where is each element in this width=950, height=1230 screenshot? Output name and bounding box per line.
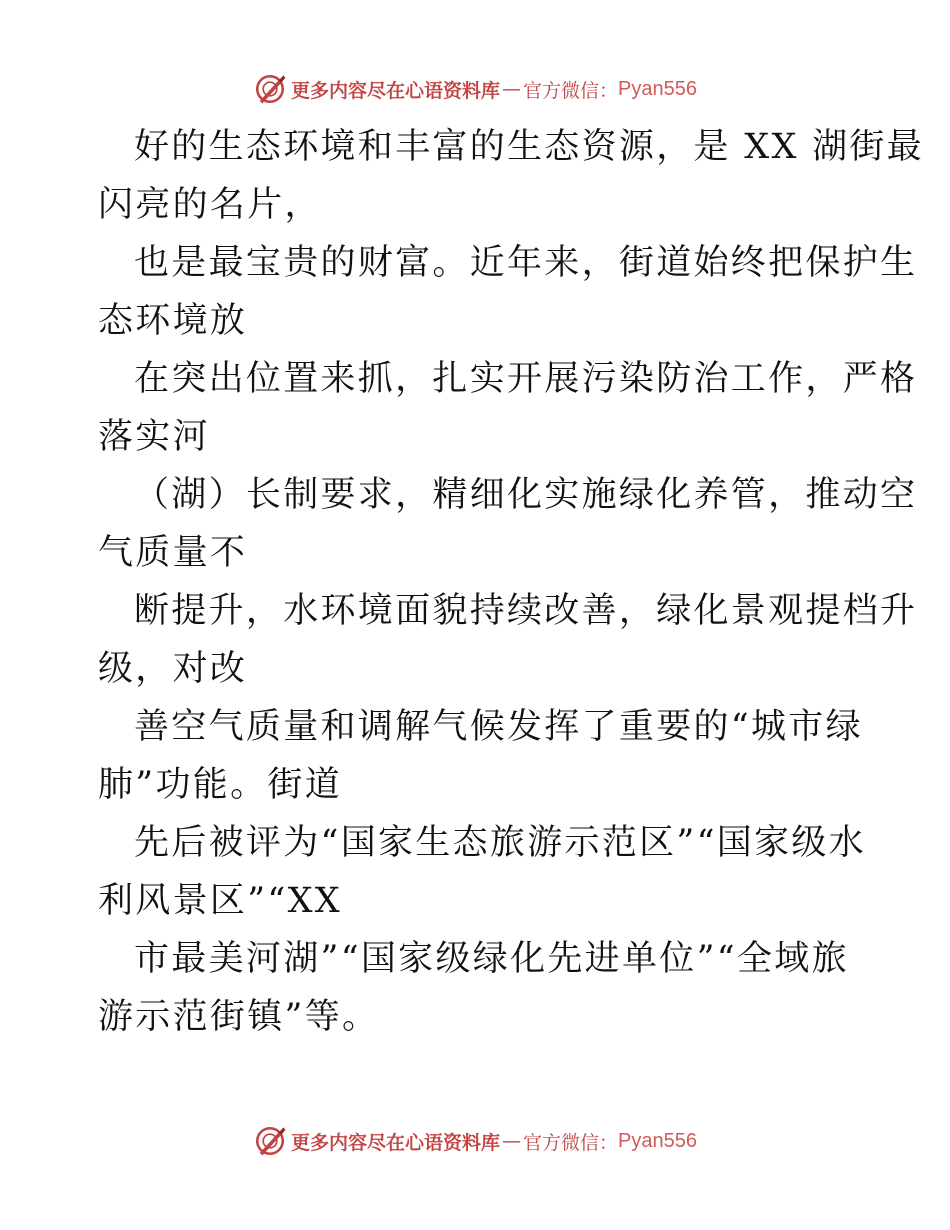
header-watermark (0, 72, 950, 106)
watermark-separator: — (502, 78, 522, 100)
paragraph-line: 断提升，水环境面貌持续改善，绿化景观提档升 (134, 591, 918, 631)
paragraph-line: 在突出位置来抓，扎实开展污染防治工作，严格 (134, 359, 918, 399)
paragraph-line: 态环境放 (98, 301, 248, 341)
paragraph (98, 350, 918, 466)
paragraph-line: 好的生态环境和丰富的生态资源，是 XX 湖街最 (134, 127, 924, 167)
paragraph (98, 466, 918, 582)
paragraph-line: 落实河 (98, 417, 210, 457)
footer-watermark (0, 1124, 950, 1158)
paragraph-line: 利风景区”“XX (98, 881, 343, 921)
watermark-label: 官方微信： (523, 1131, 619, 1154)
paragraph-line: 市最美河湖”“国家级绿化先进单位”“全域旅 (134, 939, 849, 979)
paragraph (98, 582, 918, 698)
paragraph-line: 先后被评为“国家生态旅游示范区”“国家级水 (134, 823, 866, 863)
paragraph-line: 闪亮的名片， (98, 185, 322, 225)
paragraph-line: 肺”功能。街道 (98, 765, 342, 805)
paragraph-line: 游示范街镇”等。 (98, 997, 380, 1037)
watermark-brand: 更多内容尽在心语资料库 (291, 79, 501, 102)
watermark-brand: 更多内容尽在心语资料库 (291, 1131, 501, 1154)
paragraph-line: （湖）长制要求，精细化实施绿化养管，推动空 (134, 475, 918, 515)
brand-logo-icon (253, 72, 287, 106)
watermark-id: Pyan556 (618, 1129, 697, 1152)
paragraph-line: 也是最宝贵的财富。近年来，街道始终把保护生 (134, 243, 918, 283)
body-text (98, 118, 924, 1046)
watermark-id: Pyan556 (618, 77, 697, 100)
watermark-separator: — (502, 1130, 522, 1152)
paragraph-line: 气质量不 (98, 533, 248, 573)
paragraph-line: 善空气质量和调解气候发挥了重要的“城市绿 (134, 707, 863, 747)
paragraph (98, 234, 918, 350)
paragraph-line: 级，对改 (98, 649, 248, 689)
paragraph (98, 930, 858, 1046)
paragraph (98, 814, 866, 930)
paragraph (98, 118, 924, 234)
watermark-label: 官方微信： (523, 79, 619, 102)
brand-logo-icon (253, 1124, 287, 1158)
paragraph (98, 698, 863, 814)
